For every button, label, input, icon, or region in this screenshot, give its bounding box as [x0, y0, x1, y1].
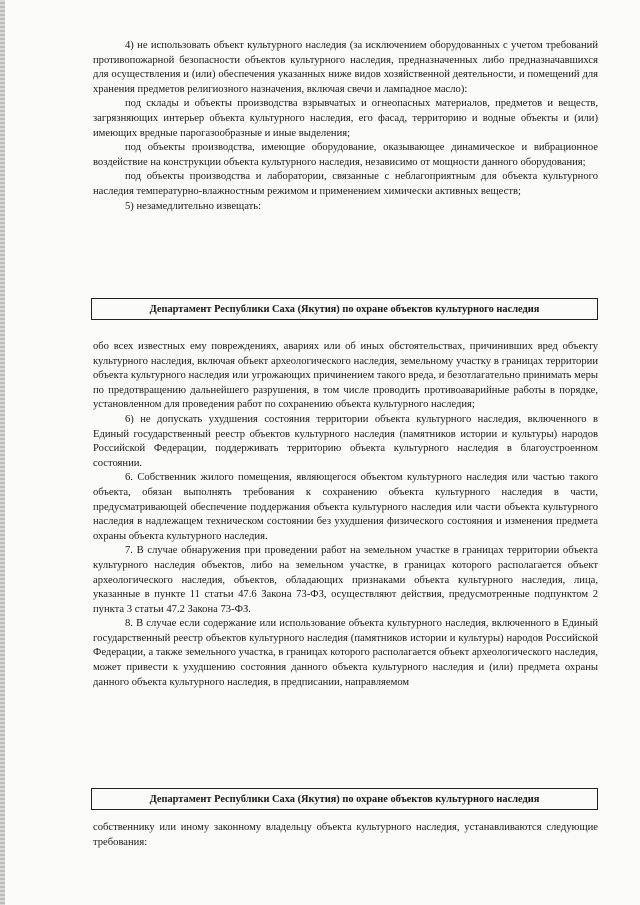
department-header-box: Департамент Республики Саха (Якутия) по охране объектов культурного наследия [91, 298, 598, 320]
scan-edge [0, 0, 5, 905]
paragraph: под объекты производства, имеющие оборудование, оказывающее динамическое и вибрационное воздействие на конструкции объекта культурного наследия, независимо от мощности данного оборудования; [93, 142, 598, 168]
paragraph: собственнику или иному законному владельцу объекта культурного наследия, устанавливаются следующие требования: [93, 822, 598, 848]
paragraph: 6) не допускать ухудшения состояния территории объекта культурного наследия, включенного в Единый государственный реестр объектов культурного наследия (памятников истории и культуры) народов Российской Федерации, поддерживать территорию объекта культурного наследия в благоустроенном состоянии. [93, 413, 598, 469]
paragraph: 4) не использовать объект культурного наследия (за исключением оборудованных с учетом требований противопожарной безопасности объектов культурного наследия, предназначенных либо предназначавшихся для осуществления и (или) обеспечения указанных ниже видов хозяйственной деятельности, и помещений для хранения предметов религиозного назначения, включая свечи и лампадное масло): [93, 40, 598, 95]
paragraph: 8. В случае если содержание или использование объекта культурного наследия, включенного в Единый государственный реестр объектов культурного наследия (памятников истории и культуры) народов Российской Федерации, а также земельного участка, в границах которого располагается объект археологического наследия, может привести к ухудшению состояния данного объекта культурного наследия и (или) предмета охраны данного объекта культурного наследия, в предписании, направляемом [93, 618, 598, 688]
department-header-box: Департамент Республики Саха (Якутия) по охране объектов культурного наследия [91, 788, 598, 810]
paragraph: 5) незамедлительно извещать: [125, 200, 262, 212]
paragraph: 6. Собственник жилого помещения, являющегося объектом культурного наследия или частью такого объекта, обязан выполнять требования к сохранению объекта культурного наследия в части, предусматривающей обеспечение поддержания объекта культурного наследия или части объекта культурного наследия в надлежащем техническом состоянии без ухудшения физического состояния и изменения предмета охраны объекта культурного наследия. [93, 472, 598, 542]
text-block-1 [93, 39, 598, 214]
paragraph: 7. В случае обнаружения при проведении работ на земельном участке в границах территории объекта культурного наследия объектов, либо на земельном участке, в границах которого располагается объект археологического наследия, объектов, обладающих признаками объекта культурного наследия, лица, указанные в пункте 11 статьи 47.6 Закона 73-ФЗ, осуществляют действия, предусмотренные подпунктом 2 пункта 3 статьи 47.2 Закона 73-ФЗ. [93, 545, 598, 615]
text-block-3 [93, 821, 598, 850]
paragraph: под склады и объекты производства взрывчатых и огнеопасных материалов, предметов и веществ, загрязняющих интерьер объекта культурного наследия, его фасад, территорию и водные объекты и (или) имеющих вредные парогазообразные и иные выделения; [93, 98, 598, 139]
paragraph: обо всех известных ему повреждениях, авариях или об иных обстоятельствах, причинивших вред объекту культурного наследия, включая объект археологического наследия, земельному участку в границах территории объекта культурного наследия или угрожающих причинением такого вреда, и безотлагательно принимать меры по предотвращению дальнейшего разрушения, в том числе проводить противоаварийные работы в порядке, установленном для проведения работ по сохранению объекта культурного наследия; [93, 341, 598, 411]
text-block-2 [93, 340, 598, 690]
paragraph: под объекты производства и лаборатории, связанные с неблагоприятным для объекта культурного наследия температурно-влажностным режимом и применением химически активных веществ; [93, 171, 598, 197]
